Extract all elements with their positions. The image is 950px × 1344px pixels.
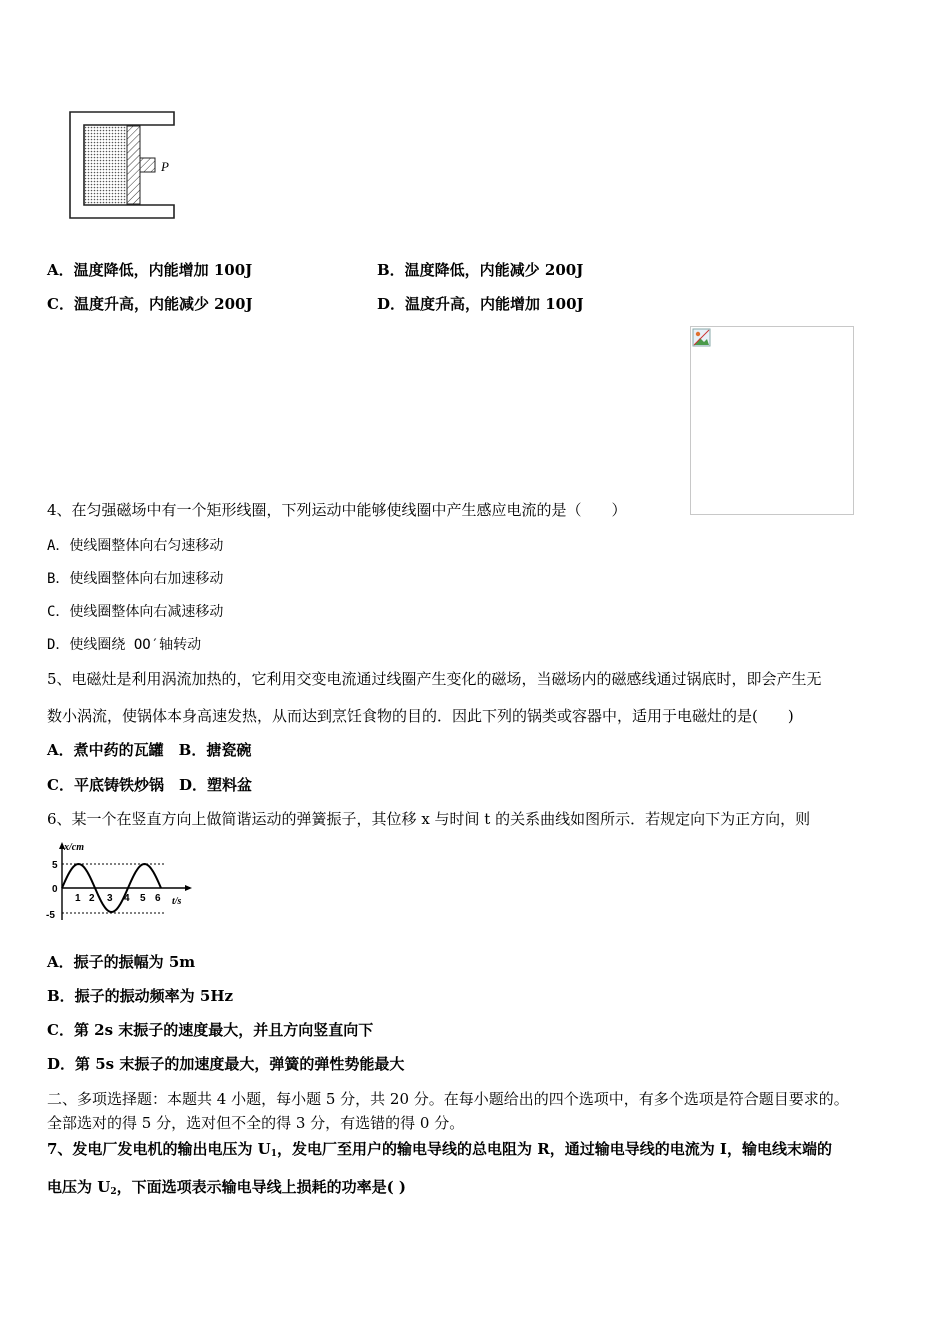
graph-x-tick-2: 2 bbox=[89, 893, 95, 904]
broken-image-placeholder bbox=[690, 326, 854, 515]
graph-x-tick-1: 1 bbox=[75, 893, 81, 904]
shm-displacement-graph bbox=[44, 840, 194, 925]
q7-stem-line1-b: ，发电厂至用户的输电导线的总电阻为 R，通过输电导线的电流为 I，输电线末端的 bbox=[277, 1140, 832, 1158]
q6-stem: 6、某一个在竖直方向上做简谐运动的弹簧振子，其位移 x 与时间 t 的关系曲线如图所示．若规定向下为正方向，则 bbox=[47, 810, 811, 828]
graph-x-tick-4: 4 bbox=[124, 893, 130, 904]
graph-y-tick-5: 5 bbox=[52, 860, 58, 871]
q6-option-c: C．第 2s 末振子的速度最大，并且方向竖直向下 bbox=[47, 1021, 374, 1039]
q5-options-line1: A．煮中药的瓦罐 B．搪瓷碗 bbox=[47, 741, 252, 759]
graph-y-tick-neg5: -5 bbox=[46, 910, 55, 921]
q4-option-c: C．使线圈整体向右减速移动 bbox=[47, 604, 224, 620]
broken-image-icon bbox=[692, 328, 712, 348]
q4-option-a: A．使线圈整体向右匀速移动 bbox=[47, 538, 224, 554]
q7-stem-line2 bbox=[47, 1177, 406, 1202]
graph-x-label: t/s bbox=[172, 896, 182, 907]
graph-y-tick-0: 0 bbox=[52, 884, 58, 895]
q3-option-a: A．温度降低，内能增加 100J bbox=[47, 261, 253, 279]
cylinder-piston-figure bbox=[66, 108, 186, 223]
graph-y-label: x/cm bbox=[64, 842, 84, 853]
q3-option-b: B．温度降低，内能减少 200J bbox=[377, 261, 584, 279]
figure-label-p: P bbox=[161, 159, 169, 174]
q6-option-d: D．第 5s 末振子的加速度最大，弹簧的弹性势能最大 bbox=[47, 1055, 405, 1073]
graph-x-tick-3: 3 bbox=[107, 893, 113, 904]
q5-stem-line2: 数小涡流，使锅体本身高速发热，从而达到烹饪食物的目的．因此下列的锅类或容器中，适用于电磁灶的是( ) bbox=[47, 707, 794, 725]
q3-option-d: D．温度升高，内能增加 100J bbox=[377, 295, 584, 313]
q7-stem-line1-a: 7、发电厂发电机的输出电压为 U bbox=[47, 1140, 271, 1158]
q6-option-b: B．振子的振动频率为 5Hz bbox=[47, 987, 234, 1005]
q3-option-c: C．温度升高，内能减少 200J bbox=[47, 295, 253, 313]
section2-heading-line2: 全部选对的得 5 分，选对但不全的得 3 分，有选错的得 0 分。 bbox=[47, 1114, 465, 1132]
q6-option-a: A．振子的振幅为 5m bbox=[47, 953, 196, 971]
q7-sub-1: 1 bbox=[270, 1149, 278, 1159]
graph-x-tick-6: 6 bbox=[155, 893, 161, 904]
q4-stem: 4、在匀强磁场中有一个矩形线圈，下列运动中能够使线圈中产生感应电流的是（ ） bbox=[47, 501, 627, 519]
section2-heading-line1: 二、多项选择题：本题共 4 小题，每小题 5 分，共 20 分。在每小题给出的四个选项中，有多个选项是符合题目要求的。 bbox=[47, 1090, 849, 1108]
q5-options-line2: C．平底铸铁炒锅 D．塑料盆 bbox=[47, 776, 252, 794]
q4-option-d: D．使线圈绕 OO′轴转动 bbox=[47, 637, 202, 653]
graph-x-tick-5: 5 bbox=[140, 893, 146, 904]
q7-stem-line2-a: 电压为 U bbox=[47, 1178, 111, 1196]
q7-stem-line1 bbox=[47, 1139, 832, 1164]
q4-option-b: B．使线圈整体向右加速移动 bbox=[47, 571, 224, 587]
q7-sub-2: 2 bbox=[110, 1187, 117, 1197]
q7-stem-line2-b: ，下面选项表示输电导线上损耗的功率是( ) bbox=[116, 1178, 406, 1196]
q5-stem-line1: 5、电磁灶是利用涡流加热的，它利用交变电流通过线圈产生变化的磁场，当磁场内的磁感线通过锅底时，即会产生无 bbox=[47, 670, 822, 688]
